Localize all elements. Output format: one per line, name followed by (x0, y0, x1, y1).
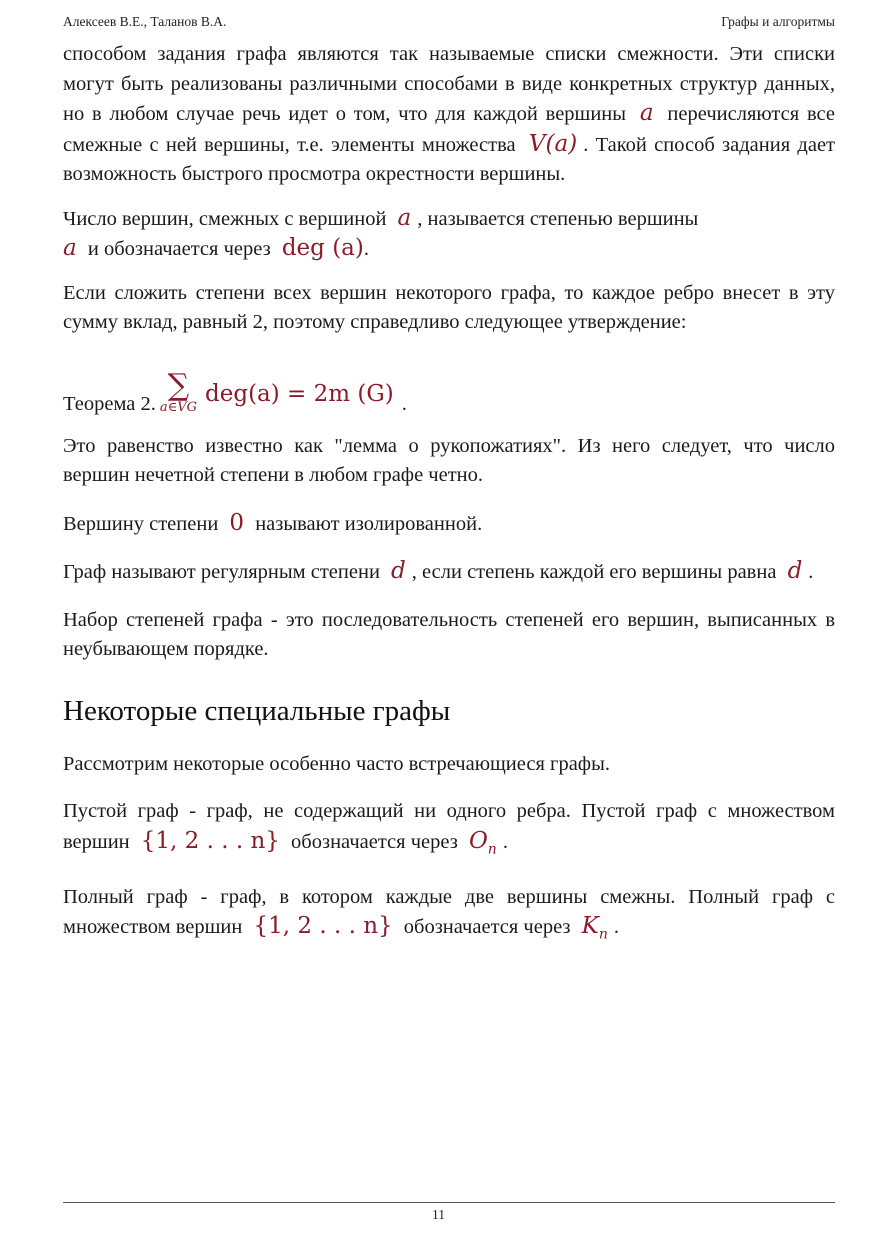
paragraph-intro (63, 750, 835, 780)
math-handshake-formula (159, 367, 394, 416)
paragraph-regular-graph (63, 557, 835, 588)
text: Число вершин, смежных с вершиной (63, 207, 387, 230)
math-subscript: n (487, 841, 497, 858)
text: и обозначается через (87, 238, 271, 260)
header-book-title: Графы и алгоритмы (721, 14, 835, 29)
math-O-n (463, 827, 503, 858)
paragraph-adjacency-lists (63, 40, 835, 190)
text: . (808, 561, 814, 583)
text: Полный граф - граф, в котором каждые две вершины смежны. Полный граф с множеством вершин (63, 885, 835, 939)
running-header (63, 14, 835, 36)
math-d: d (391, 558, 406, 584)
paragraph-complete-graph (63, 883, 835, 951)
text: , если степень каждой его вершины равна (411, 561, 777, 583)
paragraph-degree-definition (63, 204, 835, 265)
text: . (613, 916, 620, 939)
math-vertex-a: a (397, 204, 412, 231)
math-vertex-a: a (63, 235, 77, 261)
math-zero: 0 (229, 509, 245, 536)
text: . (363, 238, 369, 260)
paragraph-handshake-lemma (63, 432, 835, 491)
text: Вершину степени (63, 512, 219, 535)
math-set-v-of-a: V(a) (528, 130, 578, 157)
text: называют изолированной. (255, 512, 483, 535)
text: Рассмотрим некоторые особенно часто встречающиеся графы. (63, 752, 610, 775)
section-heading: Некоторые специальные графы (63, 694, 451, 727)
text: , называется степенью вершины (417, 207, 699, 230)
math-vertex-a: a (639, 100, 654, 126)
page-number: 11 (432, 1207, 445, 1222)
formula-expression: deg(a) = 2m (G) (205, 380, 394, 407)
footer-divider (63, 1202, 835, 1203)
text: Если сложить степени всех вершин некоторого графа, то каждое ребро внесет в эту сумму вклад, равный 2, поэтому справедливо следующее утверждение: (63, 281, 835, 333)
theorem-2 (63, 367, 835, 416)
text: обозначается через (291, 830, 458, 853)
text: Набор степеней графа - это последовательность степеней его вершин, выписанных в неубывающем порядке. (63, 608, 835, 660)
text: обозначается через (403, 916, 571, 939)
sum-symbol (159, 367, 198, 416)
text: . (401, 392, 407, 415)
paragraph-empty-graph (63, 797, 835, 865)
text: . Такой способ задания дает возможность быстрого просмотра окрестности вершины. (63, 133, 836, 185)
page-body (63, 40, 835, 950)
math-symbol: O (468, 827, 488, 854)
math-K-n (576, 913, 614, 943)
math-d: d (787, 558, 803, 584)
theorem-label: Теорема 2. (63, 392, 156, 415)
text: . (502, 830, 508, 853)
math-vertex-set: {1, 2 . . . n} (140, 827, 280, 854)
paragraph-isolated-vertex (63, 509, 835, 540)
math-subscript: n (598, 926, 608, 943)
paragraph-degree-sum (63, 279, 835, 338)
header-authors: Алексеев В.Е., Таланов В.А. (63, 14, 227, 29)
sigma: ∑ (167, 367, 190, 403)
sum-subscript: a∈VG (159, 399, 198, 415)
math-deg-a: deg (a) (281, 235, 364, 261)
text: способом задания графа являются так называемые списки смежности. Эти списки могут быть реализованы различными способами в виде конкретных структур данных, но в любом случае речь идет о том, что для каждой вершины (63, 43, 835, 125)
text: перечисляются все смежные с ней вершины, т.е. элементы множества (63, 103, 835, 156)
math-symbol: K (581, 913, 599, 940)
text: Это равенство известно как "лемма о рукопожатиях". Из него следует, что число вершин нечетной степени в любом графе четно. (63, 434, 835, 486)
text: Пустой граф - граф, не содержащий ни одного ребра. Пустой граф с множеством вершин (63, 800, 835, 853)
text: Граф называют регулярным степени (63, 561, 380, 583)
paragraph-degree-sequence (63, 606, 835, 665)
math-vertex-set: {1, 2 . . . n} (253, 913, 393, 940)
